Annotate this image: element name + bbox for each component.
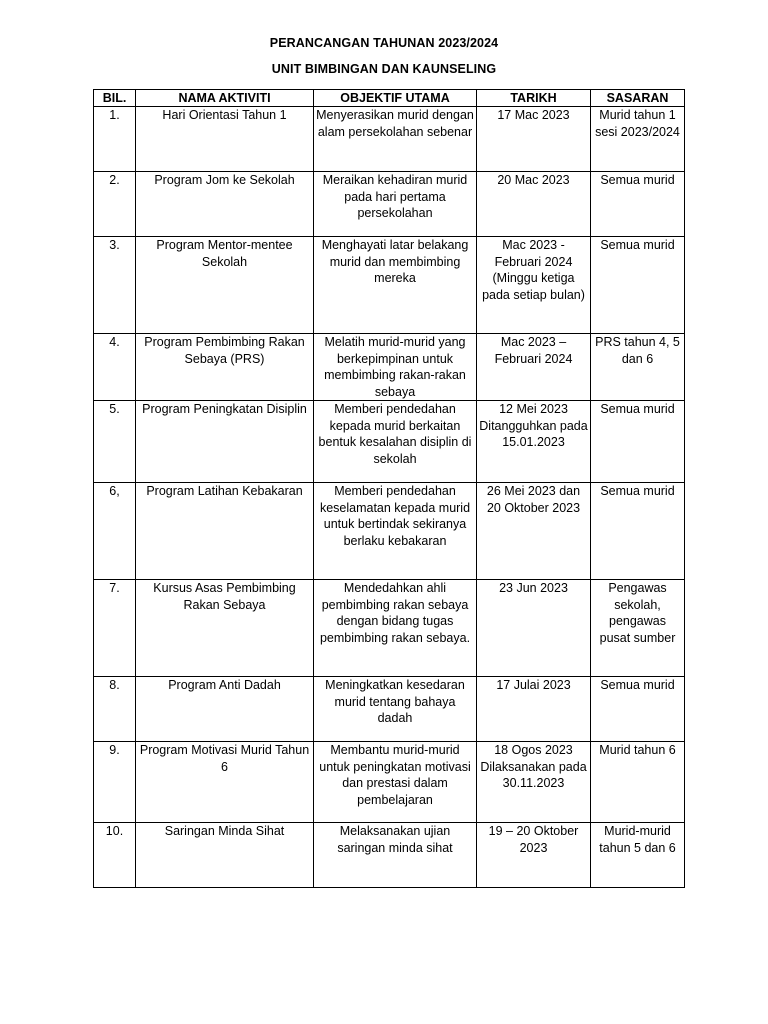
cell-objektif-utama: Memberi pendedahan kepada murid berkaitan bentuk kesalahan disiplin di sekolah bbox=[314, 401, 477, 483]
cell-sasaran: Semua murid bbox=[591, 237, 685, 334]
cell-objektif-utama: Meraikan kehadiran murid pada hari pertama persekolahan bbox=[314, 172, 477, 237]
cell-nama-aktiviti: Program Pembimbing Rakan Sebaya (PRS) bbox=[136, 334, 314, 401]
cell-objektif-utama: Menghayati latar belakang murid dan membimbing mereka bbox=[314, 237, 477, 334]
cell-sasaran: Murid-murid tahun 5 dan 6 bbox=[591, 823, 685, 888]
cell-bil: 8. bbox=[94, 677, 136, 742]
cell-nama-aktiviti: Program Mentor-mentee Sekolah bbox=[136, 237, 314, 334]
table-row bbox=[94, 580, 685, 677]
table-row bbox=[94, 334, 685, 401]
cell-sasaran: Semua murid bbox=[591, 483, 685, 580]
cell-nama-aktiviti: Program Peningkatan Disiplin bbox=[136, 401, 314, 483]
cell-nama-aktiviti: Program Anti Dadah bbox=[136, 677, 314, 742]
table-row bbox=[94, 677, 685, 742]
cell-bil: 7. bbox=[94, 580, 136, 677]
cell-bil: 6, bbox=[94, 483, 136, 580]
cell-tarikh: 23 Jun 2023 bbox=[477, 580, 591, 677]
table-row bbox=[94, 742, 685, 823]
cell-bil: 3. bbox=[94, 237, 136, 334]
cell-sasaran: Murid tahun 1 sesi 2023/2024 bbox=[591, 107, 685, 172]
cell-nama-aktiviti: Program Latihan Kebakaran bbox=[136, 483, 314, 580]
cell-sasaran: Semua murid bbox=[591, 401, 685, 483]
cell-objektif-utama: Melaksanakan ujian saringan minda sihat bbox=[314, 823, 477, 888]
cell-objektif-utama: Memberi pendedahan keselamatan kepada murid untuk bertindak sekiranya berlaku kebakaran bbox=[314, 483, 477, 580]
cell-bil: 5. bbox=[94, 401, 136, 483]
cell-objektif-utama: Melatih murid-murid yang berkepimpinan untuk membimbing rakan-rakan sebaya bbox=[314, 334, 477, 401]
cell-tarikh: 19 – 20 Oktober 2023 bbox=[477, 823, 591, 888]
table-row bbox=[94, 401, 685, 483]
cell-sasaran: Murid tahun 6 bbox=[591, 742, 685, 823]
header-objektif-utama: OBJEKTIF UTAMA bbox=[314, 90, 477, 107]
cell-objektif-utama: Menyerasikan murid dengan alam persekolahan sebenar bbox=[314, 107, 477, 172]
cell-bil: 9. bbox=[94, 742, 136, 823]
cell-tarikh: Mac 2023 - Februari 2024 (Minggu ketiga pada setiap bulan) bbox=[477, 237, 591, 334]
cell-sasaran: Pengawas sekolah, pengawas pusat sumber bbox=[591, 580, 685, 677]
cell-tarikh: 12 Mei 2023 Ditangguhkan pada 15.01.2023 bbox=[477, 401, 591, 483]
document-title: PERANCANGAN TAHUNAN 2023/2024 bbox=[269, 36, 499, 50]
cell-nama-aktiviti: Hari Orientasi Tahun 1 bbox=[136, 107, 314, 172]
cell-bil: 10. bbox=[94, 823, 136, 888]
cell-tarikh: 20 Mac 2023 bbox=[477, 172, 591, 237]
document-subtitle: UNIT BIMBINGAN DAN KAUNSELING bbox=[271, 62, 497, 76]
cell-nama-aktiviti: Saringan Minda Sihat bbox=[136, 823, 314, 888]
cell-tarikh: Mac 2023 – Februari 2024 bbox=[477, 334, 591, 401]
table-row bbox=[94, 107, 685, 172]
cell-sasaran: Semua murid bbox=[591, 677, 685, 742]
cell-sasaran: PRS tahun 4, 5 dan 6 bbox=[591, 334, 685, 401]
table-row bbox=[94, 172, 685, 237]
header-bil: BIL. bbox=[94, 90, 136, 107]
cell-objektif-utama: Mendedahkan ahli pembimbing rakan sebaya dengan bidang tugas pembimbing rakan sebaya. bbox=[314, 580, 477, 677]
header-tarikh: TARIKH bbox=[477, 90, 591, 107]
cell-tarikh: 17 Julai 2023 bbox=[477, 677, 591, 742]
cell-tarikh: 17 Mac 2023 bbox=[477, 107, 591, 172]
cell-tarikh: 18 Ogos 2023 Dilaksanakan pada 30.11.2023 bbox=[477, 742, 591, 823]
table-header-row bbox=[94, 90, 685, 107]
header-sasaran: SASARAN bbox=[591, 90, 685, 107]
cell-nama-aktiviti: Program Jom ke Sekolah bbox=[136, 172, 314, 237]
cell-bil: 2. bbox=[94, 172, 136, 237]
cell-objektif-utama: Membantu murid-murid untuk peningkatan motivasi dan prestasi dalam pembelajaran bbox=[314, 742, 477, 823]
cell-nama-aktiviti: Program Motivasi Murid Tahun 6 bbox=[136, 742, 314, 823]
cell-bil: 1. bbox=[94, 107, 136, 172]
cell-objektif-utama: Meningkatkan kesedaran murid tentang bahaya dadah bbox=[314, 677, 477, 742]
header-nama-aktiviti: NAMA AKTIVITI bbox=[136, 90, 314, 107]
activity-table bbox=[93, 89, 685, 888]
table-row bbox=[94, 823, 685, 888]
cell-bil: 4. bbox=[94, 334, 136, 401]
cell-nama-aktiviti: Kursus Asas Pembimbing Rakan Sebaya bbox=[136, 580, 314, 677]
cell-tarikh: 26 Mei 2023 dan 20 Oktober 2023 bbox=[477, 483, 591, 580]
cell-sasaran: Semua murid bbox=[591, 172, 685, 237]
table-row bbox=[94, 483, 685, 580]
table-row bbox=[94, 237, 685, 334]
